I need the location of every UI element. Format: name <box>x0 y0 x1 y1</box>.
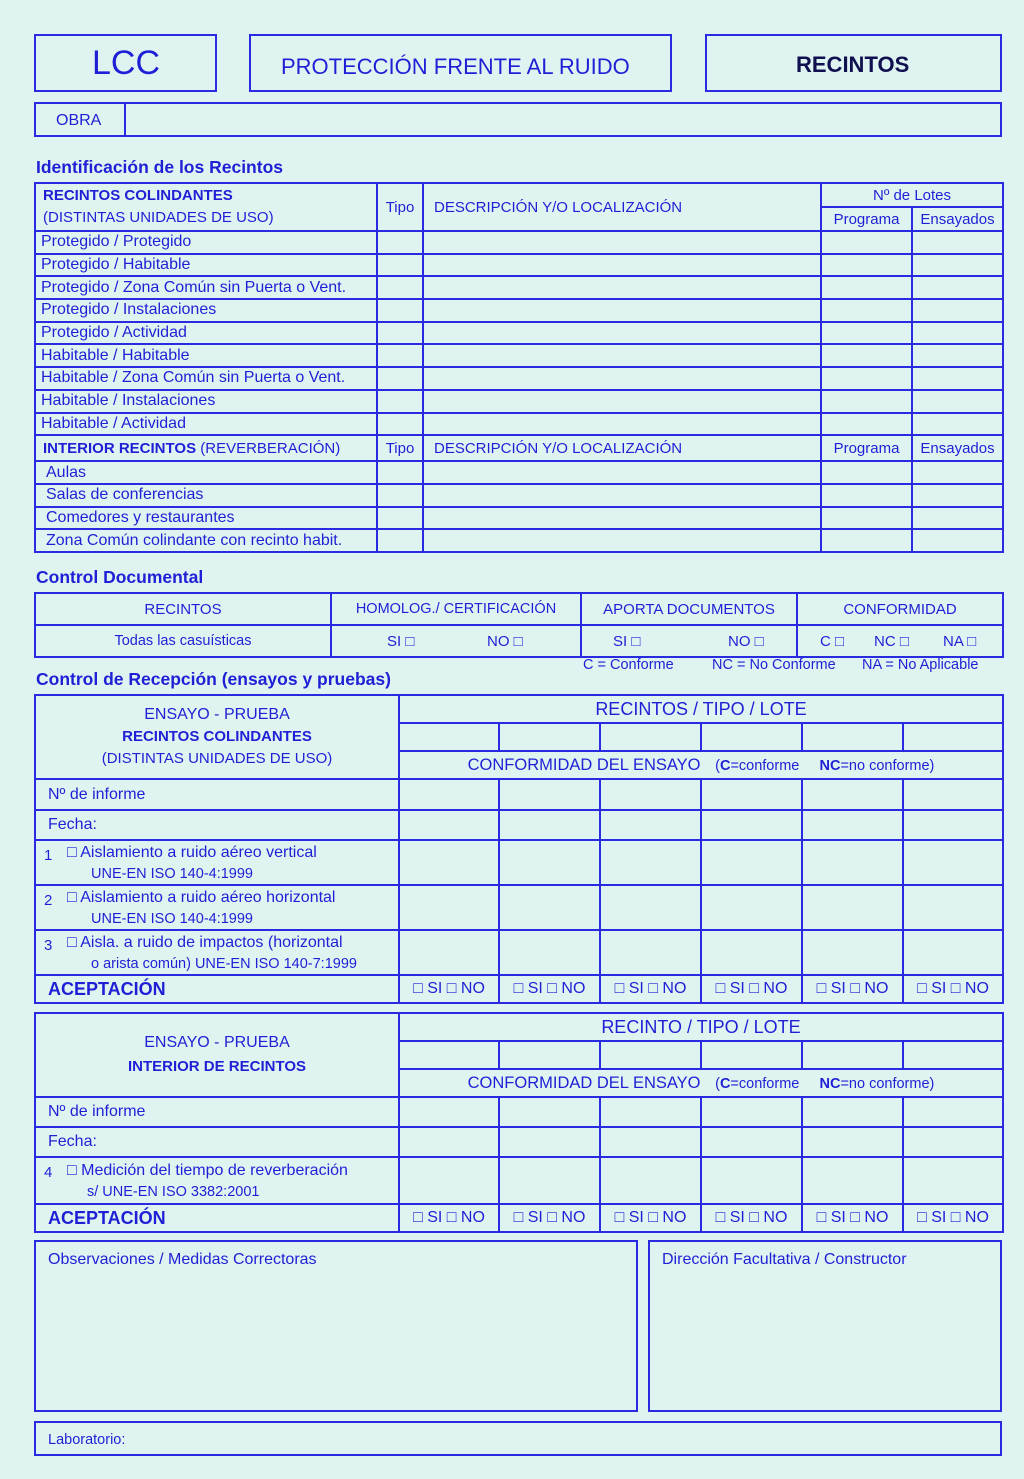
identificacion-title: Identificación de los Recintos <box>36 157 283 177</box>
programa-cell[interactable] <box>821 461 912 484</box>
conformidad-ensayo-1: CONFORMIDAD DEL ENSAYO <box>467 755 701 774</box>
col-recintos: RECINTOS <box>35 593 331 625</box>
recinto-row-label: Protegido / Instalaciones <box>35 299 377 322</box>
ensayo-interior-table <box>34 1012 1004 1233</box>
recinto-row-label: Aulas <box>35 461 377 484</box>
descripcion-cell[interactable] <box>423 529 821 552</box>
programa-cell[interactable] <box>821 529 912 552</box>
conf-c: C <box>719 1075 731 1092</box>
conformidad-ensayo-2: CONFORMIDAD DEL ENSAYO <box>467 1073 701 1092</box>
informe-cell[interactable] <box>499 779 600 810</box>
result-cell[interactable] <box>499 1157 600 1204</box>
item-num: 2 <box>44 892 53 909</box>
descripcion-cell[interactable] <box>423 367 821 390</box>
programa-cell[interactable] <box>821 507 912 530</box>
ensayados-cell[interactable] <box>912 254 1003 277</box>
fecha-label-2: Fecha: <box>35 1127 399 1157</box>
aceptacion-label-2: ACEPTACIÓN <box>35 1204 399 1232</box>
ensayados-cell[interactable] <box>912 461 1003 484</box>
aceptacion-si-no[interactable]: □ SI □ NO <box>802 975 903 1003</box>
lcc-box <box>34 34 217 92</box>
descripcion-cell[interactable] <box>423 413 821 436</box>
programa-header-2: Programa <box>821 435 912 461</box>
result-cell[interactable] <box>903 885 1003 930</box>
item-line2: UNE-EN ISO 140-4:1999 <box>91 911 253 927</box>
result-cell[interactable] <box>600 840 701 885</box>
lote-cell[interactable] <box>499 723 600 751</box>
conf-nc: NC <box>819 757 841 774</box>
programa-header: Programa <box>821 207 912 231</box>
result-cell[interactable] <box>399 930 499 975</box>
item-num: 4 <box>44 1164 53 1181</box>
homolog-no-checkbox[interactable]: NO □ <box>487 633 523 650</box>
aceptacion-si-no[interactable]: □ SI □ NO <box>499 975 600 1003</box>
obra-row <box>34 102 1002 137</box>
informe-cell[interactable] <box>802 779 903 810</box>
control-documental-table <box>34 592 1004 658</box>
col-homolog: HOMOLOG./ CERTIFICACIÓN <box>331 593 581 625</box>
section-title: RECINTOS <box>796 52 910 77</box>
ensayados-cell[interactable] <box>912 529 1003 552</box>
control-recepcion-title: Control de Recepción (ensayos y pruebas) <box>36 669 391 689</box>
fecha-cell[interactable] <box>903 1127 1003 1157</box>
item-line1[interactable]: □ Aisla. a ruido de impactos (horizontal <box>67 934 343 951</box>
descripcion-cell[interactable] <box>423 299 821 322</box>
item-num: 3 <box>44 937 53 954</box>
aceptacion-si-no[interactable]: □ SI □ NO <box>399 975 499 1003</box>
colindantes-sub: (DISTINTAS UNIDADES DE USO) <box>43 209 274 226</box>
direccion-box[interactable] <box>648 1240 1002 1412</box>
result-cell[interactable] <box>701 840 802 885</box>
laboratorio-label: Laboratorio: <box>48 1432 126 1448</box>
lote-cell[interactable] <box>903 1041 1003 1069</box>
informe-cell[interactable] <box>903 1097 1003 1127</box>
conf-nc-text: =no conforme) <box>840 1075 935 1092</box>
descripcion-header-2: DESCRIPCIÓN Y/O LOCALIZACIÓN <box>423 435 821 461</box>
ensayados-cell[interactable] <box>912 322 1003 345</box>
tipo-cell[interactable] <box>377 322 423 345</box>
informe-cell[interactable] <box>399 779 499 810</box>
colindantes-sub1: RECINTOS COLINDANTES <box>122 728 312 745</box>
conformidad-na-checkbox[interactable]: NA □ <box>943 633 977 650</box>
programa-cell[interactable] <box>821 299 912 322</box>
result-cell[interactable] <box>701 930 802 975</box>
conformidad-nc-checkbox[interactable]: NC □ <box>874 633 909 650</box>
informe-label-1: Nº de informe <box>35 779 399 810</box>
col-conformidad: CONFORMIDAD <box>797 593 1003 625</box>
programa-cell[interactable] <box>821 484 912 507</box>
tipo-cell[interactable] <box>377 231 423 254</box>
result-cell[interactable] <box>802 1157 903 1204</box>
ensayados-cell[interactable] <box>912 507 1003 530</box>
result-cell[interactable] <box>802 885 903 930</box>
result-cell[interactable] <box>903 930 1003 975</box>
aporta-si-checkbox[interactable]: SI □ <box>613 633 641 650</box>
fecha-cell[interactable] <box>600 810 701 840</box>
result-cell[interactable] <box>600 930 701 975</box>
laboratorio-box[interactable] <box>34 1421 1002 1456</box>
col-aporta: APORTA DOCUMENTOS <box>581 593 797 625</box>
result-cell[interactable] <box>600 885 701 930</box>
colindantes-sub2: (DISTINTAS UNIDADES DE USO) <box>101 750 333 767</box>
informe-cell[interactable] <box>399 1097 499 1127</box>
recinto-row-label: Comedores y restaurantes <box>35 507 377 530</box>
ensayados-cell[interactable] <box>912 344 1003 367</box>
tipo-cell[interactable] <box>377 254 423 277</box>
result-cell[interactable] <box>399 1157 499 1204</box>
programa-cell[interactable] <box>821 231 912 254</box>
aceptacion-si-no[interactable]: □ SI □ NO <box>499 1204 600 1232</box>
observaciones-label: Observaciones / Medidas Correctoras <box>48 1251 317 1268</box>
informe-label-2: Nº de informe <box>35 1097 399 1127</box>
lcc-label: LCC <box>92 44 161 82</box>
ensayados-cell[interactable] <box>912 276 1003 299</box>
conf-c: C <box>719 757 731 774</box>
tipo-cell[interactable] <box>377 529 423 552</box>
obra-label: OBRA <box>56 112 102 129</box>
aceptacion-si-no[interactable]: □ SI □ NO <box>701 975 802 1003</box>
informe-cell[interactable] <box>802 1097 903 1127</box>
item-num: 1 <box>44 847 53 864</box>
tipo-cell[interactable] <box>377 413 423 436</box>
legend-c: C = Conforme <box>583 657 674 673</box>
legend-nc: NC = No Conforme <box>712 657 836 673</box>
ensayados-header: Ensayados <box>912 207 1003 231</box>
obra-field[interactable] <box>132 106 996 134</box>
lote-cell[interactable] <box>802 1041 903 1069</box>
programa-cell[interactable] <box>821 367 912 390</box>
ensayados-header-2: Ensayados <box>912 435 1003 461</box>
fecha-cell[interactable] <box>903 810 1003 840</box>
interior-sub1: INTERIOR DE RECINTOS <box>127 1058 307 1075</box>
control-documental-title: Control Documental <box>36 567 204 587</box>
programa-cell[interactable] <box>821 276 912 299</box>
conf-open: ( <box>715 1075 720 1092</box>
ensayo-colindantes-table <box>34 694 1004 1004</box>
programa-cell[interactable] <box>821 413 912 436</box>
todas-casuisticas: Todas las casuísticas <box>35 625 331 657</box>
page-title: PROTECCIÓN FRENTE AL RUIDO <box>281 54 630 79</box>
fecha-cell[interactable] <box>802 1127 903 1157</box>
tipo-cell[interactable] <box>377 276 423 299</box>
informe-cell[interactable] <box>701 779 802 810</box>
result-cell[interactable] <box>399 840 499 885</box>
ensayo-prueba-1: ENSAYO - PRUEBA <box>144 706 290 723</box>
tipo-cell[interactable] <box>377 484 423 507</box>
programa-cell[interactable] <box>821 322 912 345</box>
descripcion-cell[interactable] <box>423 344 821 367</box>
conformidad-c-checkbox[interactable]: C □ <box>820 633 845 650</box>
fecha-label-1: Fecha: <box>35 810 399 840</box>
result-cell[interactable] <box>499 930 600 975</box>
aceptacion-si-no[interactable]: □ SI □ NO <box>903 1204 1003 1232</box>
tipo-cell[interactable] <box>377 367 423 390</box>
tipo-cell[interactable] <box>377 507 423 530</box>
descripcion-cell[interactable] <box>423 254 821 277</box>
colindantes-title: RECINTOS COLINDANTES <box>43 187 233 204</box>
tipo-cell[interactable] <box>377 461 423 484</box>
aceptacion-si-no[interactable]: □ SI □ NO <box>701 1204 802 1232</box>
informe-cell[interactable] <box>701 1097 802 1127</box>
recinto-row-label: Salas de conferencias <box>35 484 377 507</box>
result-cell[interactable] <box>399 885 499 930</box>
fecha-cell[interactable] <box>701 810 802 840</box>
fecha-cell[interactable] <box>399 1127 499 1157</box>
lote-cell[interactable] <box>802 723 903 751</box>
lote-cell[interactable] <box>499 1041 600 1069</box>
tipo-cell[interactable] <box>377 390 423 413</box>
lote-cell[interactable] <box>600 723 701 751</box>
recinto-row-label: Zona Común colindante con recinto habit. <box>35 529 377 552</box>
ensayados-cell[interactable] <box>912 413 1003 436</box>
aceptacion-si-no[interactable]: □ SI □ NO <box>600 975 701 1003</box>
direccion-label: Dirección Facultativa / Constructor <box>662 1251 907 1268</box>
fecha-cell[interactable] <box>600 1127 701 1157</box>
interior-sub: (REVERBERACIÓN) <box>196 439 341 457</box>
result-cell[interactable] <box>499 885 600 930</box>
recinto-row-label: Protegido / Zona Común sin Puerta o Vent. <box>35 276 377 299</box>
programa-cell[interactable] <box>821 390 912 413</box>
lote-cell[interactable] <box>701 1041 802 1069</box>
result-cell[interactable] <box>903 840 1003 885</box>
observaciones-box[interactable] <box>34 1240 638 1412</box>
tipo-header-2: Tipo <box>377 435 423 461</box>
descripcion-cell[interactable] <box>423 507 821 530</box>
recinto-row-label: Habitable / Zona Común sin Puerta o Vent. <box>35 367 377 390</box>
result-cell[interactable] <box>701 885 802 930</box>
descripcion-cell[interactable] <box>423 390 821 413</box>
descripcion-header: DESCRIPCIÓN Y/O LOCALIZACIÓN <box>423 183 821 231</box>
informe-cell[interactable] <box>499 1097 600 1127</box>
tipo-cell[interactable] <box>377 344 423 367</box>
legend-na: NA = No Aplicable <box>862 657 979 673</box>
aceptacion-si-no[interactable]: □ SI □ NO <box>802 1204 903 1232</box>
item-line1[interactable]: □ Aislamiento a ruido aéreo horizontal <box>67 889 336 906</box>
conf-open: ( <box>715 757 720 774</box>
recinto-row-label: Habitable / Habitable <box>35 344 377 367</box>
ensayo-prueba-2: ENSAYO - PRUEBA <box>144 1034 290 1051</box>
programa-cell[interactable] <box>821 254 912 277</box>
recinto-row-label: Habitable / Actividad <box>35 413 377 436</box>
fecha-cell[interactable] <box>701 1127 802 1157</box>
fecha-cell[interactable] <box>499 1127 600 1157</box>
ensayados-cell[interactable] <box>912 390 1003 413</box>
lote-cell[interactable] <box>600 1041 701 1069</box>
tipo-header: Tipo <box>377 183 423 231</box>
informe-cell[interactable] <box>600 779 701 810</box>
ensayados-cell[interactable] <box>912 484 1003 507</box>
recinto-row-label: Protegido / Actividad <box>35 322 377 345</box>
fecha-cell[interactable] <box>499 810 600 840</box>
descripcion-cell[interactable] <box>423 231 821 254</box>
recinto-tipo-lote-header: RECINTO / TIPO / LOTE <box>399 1013 1003 1041</box>
lote-cell[interactable] <box>903 723 1003 751</box>
recinto-row-label: Protegido / Habitable <box>35 254 377 277</box>
conf-nc: NC <box>819 1075 841 1092</box>
fecha-cell[interactable] <box>399 810 499 840</box>
result-cell[interactable] <box>600 1157 701 1204</box>
fecha-cell[interactable] <box>802 810 903 840</box>
programa-cell[interactable] <box>821 344 912 367</box>
ensayados-cell[interactable] <box>912 367 1003 390</box>
result-cell[interactable] <box>499 840 600 885</box>
lote-cell[interactable] <box>399 1041 499 1069</box>
informe-cell[interactable] <box>600 1097 701 1127</box>
descripcion-cell[interactable] <box>423 484 821 507</box>
item-line2: o arista común) UNE-EN ISO 140-7:1999 <box>91 956 357 972</box>
descripcion-cell[interactable] <box>423 276 821 299</box>
lotes-header: Nº de Lotes <box>821 183 1003 207</box>
lote-cell[interactable] <box>701 723 802 751</box>
ensayados-cell[interactable] <box>912 299 1003 322</box>
item-line1[interactable]: □ Medición del tiempo de reverberación <box>67 1162 348 1179</box>
recintos-tipo-lote-header: RECINTOS / TIPO / LOTE <box>399 695 1003 723</box>
informe-cell[interactable] <box>903 779 1003 810</box>
conf-nc-text: =no conforme) <box>840 757 935 774</box>
aporta-no-checkbox[interactable]: NO □ <box>728 633 764 650</box>
result-cell[interactable] <box>802 930 903 975</box>
aceptacion-si-no[interactable]: □ SI □ NO <box>600 1204 701 1232</box>
item-line1[interactable]: □ Aislamiento a ruido aéreo vertical <box>67 844 317 861</box>
item-line2: UNE-EN ISO 140-4:1999 <box>91 866 253 882</box>
title-box <box>249 34 672 92</box>
homolog-si-checkbox[interactable]: SI □ <box>387 633 415 650</box>
interior-title: INTERIOR RECINTOS <box>43 439 197 457</box>
section-box <box>705 34 1002 92</box>
recinto-row-label: Habitable / Instalaciones <box>35 390 377 413</box>
result-cell[interactable] <box>903 1157 1003 1204</box>
recinto-row-label: Protegido / Protegido <box>35 231 377 254</box>
descripcion-cell[interactable] <box>423 461 821 484</box>
conf-c-text: =conforme <box>730 1075 800 1092</box>
ensayados-cell[interactable] <box>912 231 1003 254</box>
descripcion-cell[interactable] <box>423 322 821 345</box>
aceptacion-si-no[interactable]: □ SI □ NO <box>399 1204 499 1232</box>
identificacion-table <box>34 182 1004 553</box>
item-line2: s/ UNE-EN ISO 3382:2001 <box>87 1184 260 1200</box>
lote-cell[interactable] <box>399 723 499 751</box>
result-cell[interactable] <box>701 1157 802 1204</box>
aceptacion-label-1: ACEPTACIÓN <box>35 975 399 1003</box>
tipo-cell[interactable] <box>377 299 423 322</box>
aceptacion-si-no[interactable]: □ SI □ NO <box>903 975 1003 1003</box>
conf-c-text: =conforme <box>730 757 800 774</box>
result-cell[interactable] <box>802 840 903 885</box>
